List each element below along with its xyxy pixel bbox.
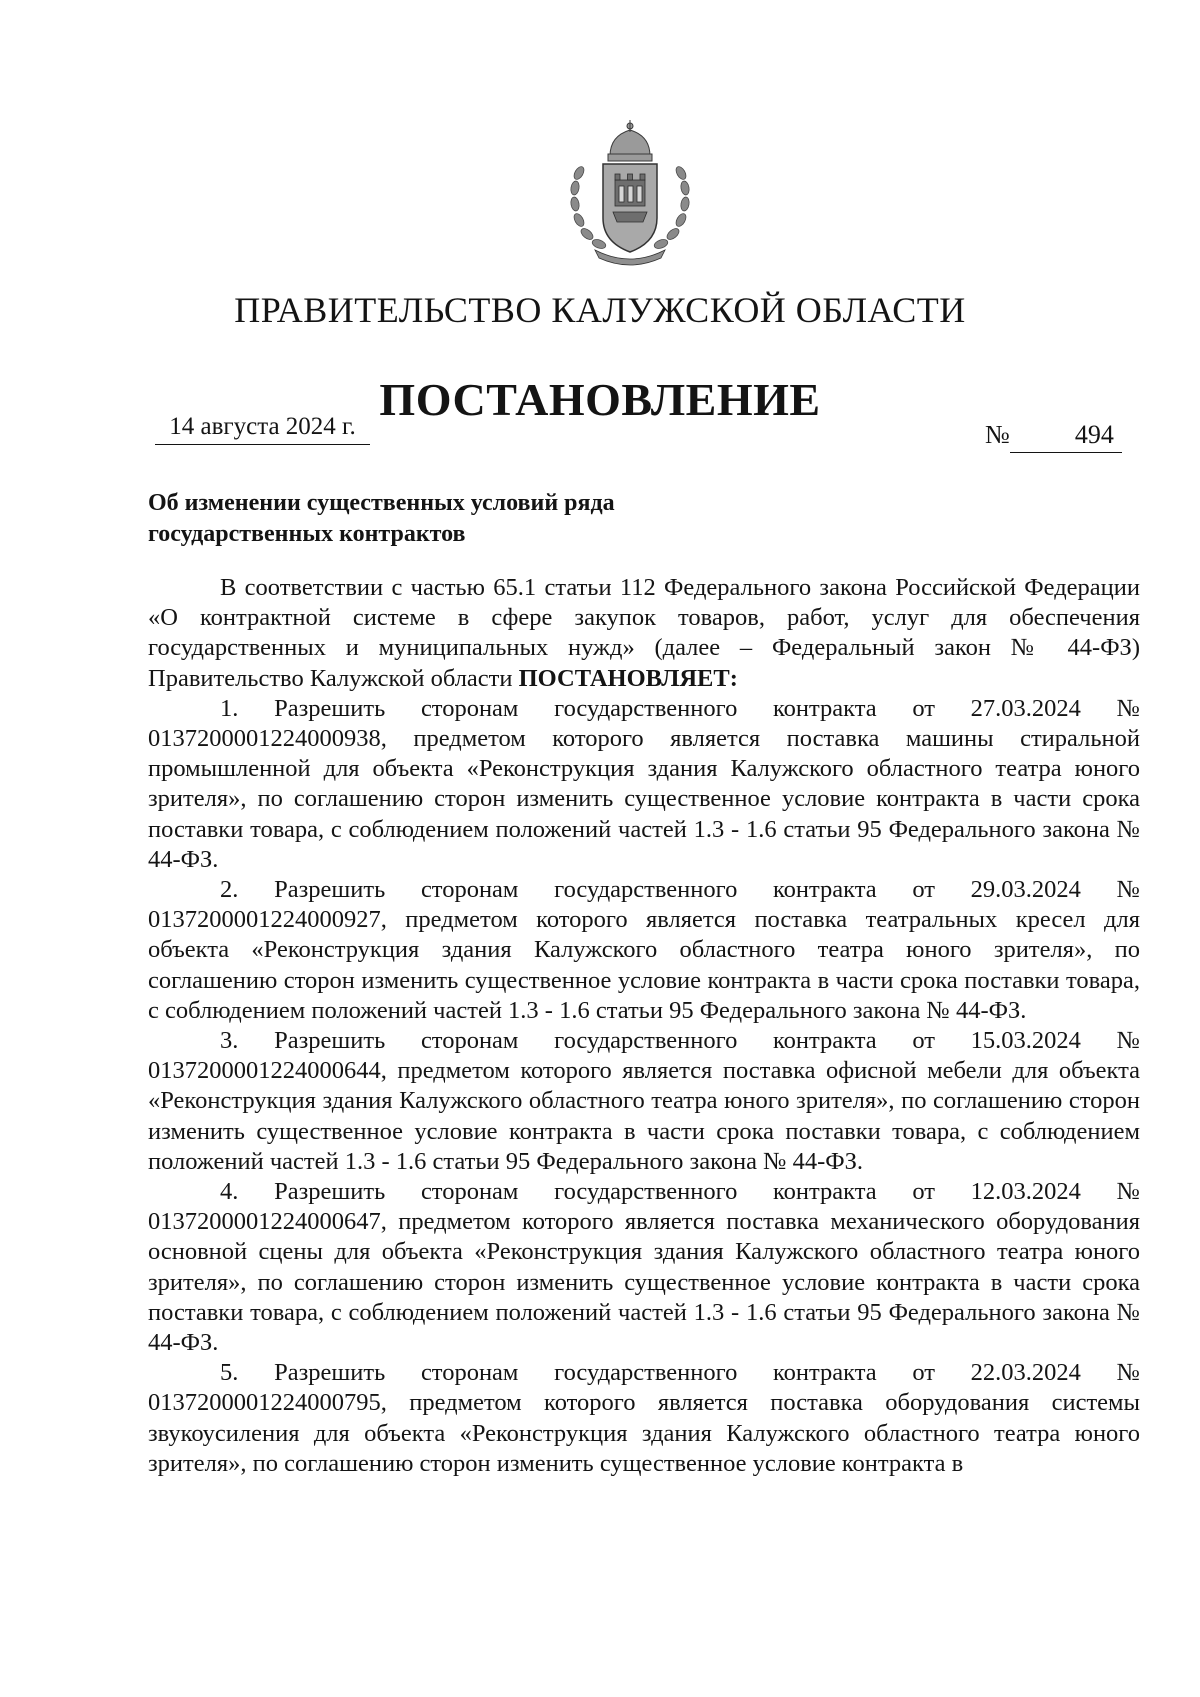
item-text: Разрешить сторонам государственного контракта от 15.03.2024 № 0137200001224000644, предметом которого является поставка офисной мебели для объекта «Реконструкция здания Калужского областного театра юного зрителя», по соглашению сторон изменить существенное условие контракта в части срока поставки товара, с соблюдением положений частей 1.3 - 1.6 статьи 95 Федерального закона № 44-ФЗ. bbox=[148, 1027, 1140, 1175]
item-text: Разрешить сторонам государственного контракта от 12.03.2024 № 0137200001224000647, предметом которого является поставка механического оборудования основной сцены для объекта «Реконструкция здания Калужского областного театра юного зрителя», по соглашению сторон изменить существенное условие контракта в части срока поставки товара, с соблюдением положений частей 1.3 - 1.6 статьи 95 Федерального закона № 44-ФЗ. bbox=[148, 1178, 1140, 1357]
numbered-item bbox=[148, 1358, 1140, 1479]
item-text: Разрешить сторонам государственного контракта от 29.03.2024 № 0137200001224000927, предметом которого является поставка театральных кресел для объекта «Реконструкция здания Калужского областного театра юного зрителя», по соглашению сторон изменить существенное условие контракта в части срока поставки товара, с соблюдением положений частей 1.3 - 1.6 статьи 95 Федерального закона № 44-ФЗ. bbox=[148, 876, 1140, 1024]
numbered-item bbox=[148, 1177, 1140, 1358]
subject-line: государственных контрактов bbox=[148, 521, 466, 547]
numbered-item bbox=[148, 875, 1140, 1026]
item-number: 3. bbox=[220, 1027, 239, 1055]
numbered-item bbox=[148, 1026, 1140, 1177]
item-text: Разрешить сторонам государственного контракта от 27.03.2024 № 0137200001224000938, предметом которого является поставка машины стиральной промышленной для объекта «Реконструкция здания Калужского областного театра юного зрителя», по соглашению сторон изменить существенное условие контракта в части срока поставки товара, с соблюдением положений частей 1.3 - 1.6 статьи 95 Федерального закона № 44-ФЗ. bbox=[148, 694, 1140, 873]
item-number: 1. bbox=[220, 694, 239, 722]
document-subject bbox=[148, 488, 768, 550]
decree-word: ПОСТАНОВЛЯЕТ: bbox=[518, 664, 738, 692]
item-number: 4. bbox=[220, 1178, 239, 1206]
document-type-title: ПОСТАНОВЛЕНИЕ bbox=[379, 374, 821, 425]
kaluga-oblast-coat-of-arms-icon bbox=[565, 118, 695, 268]
number-sign: № bbox=[985, 420, 1010, 449]
preamble-text: В соответствии с частью 65.1 статьи 112 Федерального закона Российской Федерации «О контрактной системе в сфере закупок товаров, работ, услуг для обеспечения государственных и муниципальных нужд» (далее – Федеральный закон № 44-ФЗ) Правительство Калужской области bbox=[148, 574, 1140, 692]
numbered-item bbox=[148, 694, 1140, 875]
number-value: 494 bbox=[1010, 418, 1122, 453]
subject-line: Об изменении существенных условий ряда bbox=[148, 490, 615, 516]
document-date: 14 августа 2024 г. bbox=[155, 410, 370, 445]
item-text: Разрешить сторонам государственного контракта от 22.03.2024 № 0137200001224000795, предметом которого является поставка оборудования системы звукоусиления для объекта «Реконструкция здания Калужского областного театра юного зрителя», по соглашению сторон изменить существенное условие контракта в bbox=[148, 1359, 1140, 1477]
document-body bbox=[148, 573, 1140, 1479]
preamble-paragraph bbox=[148, 573, 1140, 694]
government-name: ПРАВИТЕЛЬСТВО КАЛУЖСКОЙ ОБЛАСТИ bbox=[234, 290, 966, 330]
item-number: 2. bbox=[220, 876, 239, 904]
item-number: 5. bbox=[220, 1359, 239, 1387]
document-number bbox=[985, 418, 1122, 453]
